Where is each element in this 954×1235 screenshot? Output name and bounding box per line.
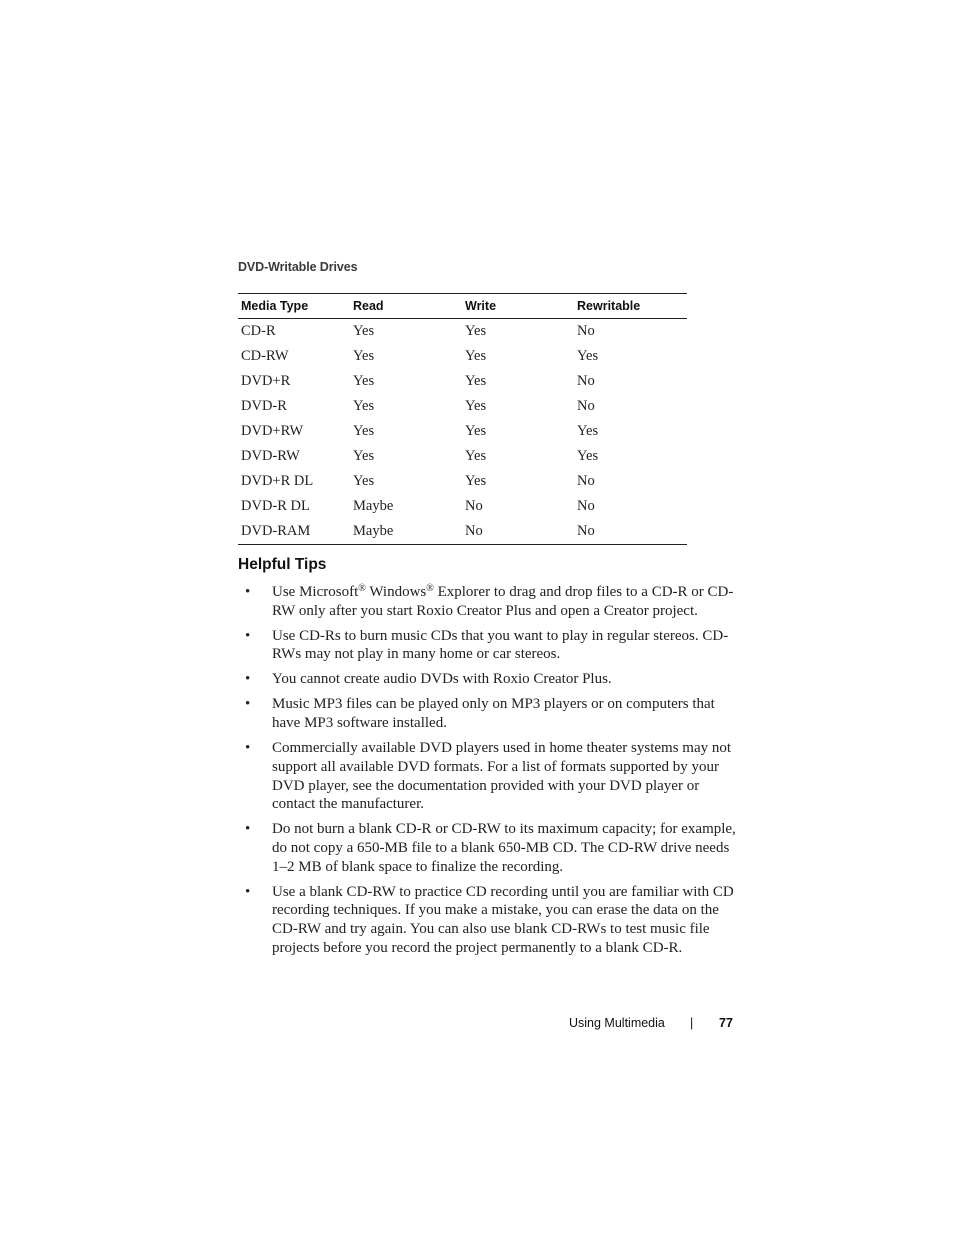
- footer-separator: |: [690, 1016, 694, 1030]
- read-cell: Yes: [353, 423, 375, 439]
- rewritable-cell: No: [577, 523, 595, 539]
- read-cell: Yes: [353, 398, 375, 414]
- rewritable-cell: No: [577, 473, 595, 489]
- tip-text: You cannot create audio DVDs with Roxio Creator Plus.: [272, 671, 612, 688]
- write-cell: Yes: [465, 348, 487, 364]
- read-cell: Maybe: [353, 498, 394, 514]
- tip-text: Commercially available DVD players used in home theater systems may not support all available DVD formats. For a list of formats supported by your DVD player, see the documentation provided with your DVD player or contact the manufacturer.: [272, 740, 732, 813]
- table-row: [238, 469, 687, 494]
- column-header-media-type: Media Type: [241, 299, 309, 313]
- tip-text: [272, 584, 733, 619]
- table-header-row: [238, 294, 687, 319]
- tip-item: [238, 820, 738, 876]
- registered-trademark-mark: ®: [358, 583, 366, 594]
- table-row: [238, 419, 687, 444]
- bullet-icon: •: [245, 821, 251, 838]
- table-row: [238, 394, 687, 419]
- tip-item: [238, 739, 738, 814]
- tip-text: Music MP3 files can be played only on MP3 players or on computers that have MP3 software installed.: [272, 696, 715, 732]
- media-type-cell: DVD-RAM: [241, 523, 311, 539]
- write-cell: No: [465, 498, 483, 514]
- tip-text-part: Windows: [365, 584, 427, 600]
- read-cell: Yes: [353, 473, 375, 489]
- tip-item: [238, 583, 738, 620]
- table-row: [238, 519, 687, 545]
- write-cell: Yes: [465, 473, 487, 489]
- column-header-write: Write: [465, 299, 497, 313]
- tip-item: [238, 883, 738, 958]
- read-cell: Yes: [353, 448, 375, 464]
- media-type-cell: CD-RW: [241, 348, 289, 364]
- table-row: [238, 344, 687, 369]
- bullet-icon: •: [245, 627, 251, 644]
- tip-text-part: Use Microsoft: [272, 584, 359, 600]
- tip-text-part: Explorer to drag and drop files to a CD-R or CD-RW only after you start Roxio Creator Plus and open a Creator project.: [272, 584, 734, 619]
- table-row: [238, 444, 687, 469]
- page-number: 77: [719, 1016, 733, 1030]
- bullet-icon: •: [245, 696, 251, 713]
- column-header-read: Read: [353, 299, 384, 313]
- footer-section-name: Using Multimedia: [569, 1016, 665, 1030]
- write-cell: No: [465, 523, 483, 539]
- rewritable-cell: Yes: [577, 448, 599, 464]
- tip-item: [238, 670, 738, 689]
- tip-item: [238, 695, 738, 732]
- tip-item: [238, 627, 738, 664]
- column-header-rewritable: Rewritable: [577, 299, 641, 313]
- media-compatibility-table: [238, 293, 687, 545]
- bullet-icon: •: [245, 883, 251, 900]
- write-cell: Yes: [465, 423, 487, 439]
- bullet-icon: •: [245, 584, 251, 600]
- tip-text: Use CD-Rs to burn music CDs that you want to play in regular stereos. CD-RWs may not play in many home or car stereos.: [272, 627, 729, 663]
- table-row: [238, 369, 687, 394]
- table-row: [238, 319, 687, 345]
- table-row: [238, 494, 687, 519]
- media-type-cell: DVD-R DL: [241, 498, 310, 514]
- media-type-cell: DVD-R: [241, 398, 287, 414]
- helpful-tips-list: [238, 583, 738, 964]
- rewritable-cell: Yes: [577, 423, 599, 439]
- read-cell: Maybe: [353, 523, 394, 539]
- write-cell: Yes: [465, 448, 487, 464]
- media-type-cell: CD-R: [241, 323, 276, 339]
- table-caption: DVD-Writable Drives: [238, 260, 358, 274]
- write-cell: Yes: [465, 398, 487, 414]
- rewritable-cell: Yes: [577, 348, 599, 364]
- tip-text: Do not burn a blank CD-R or CD-RW to its maximum capacity; for example, do not copy a 650-MB file to a blank 650-MB CD. The CD-RW drive needs 1–2 MB of blank space to finalize the recording.: [272, 821, 736, 875]
- media-type-cell: DVD-RW: [241, 448, 300, 464]
- rewritable-cell: No: [577, 398, 595, 414]
- bullet-icon: •: [245, 671, 251, 688]
- media-type-cell: DVD+R: [241, 373, 291, 389]
- registered-trademark-mark: ®: [426, 583, 434, 594]
- write-cell: Yes: [465, 373, 487, 389]
- media-type-cell: DVD+R DL: [241, 473, 314, 489]
- read-cell: Yes: [353, 373, 375, 389]
- helpful-tips-heading: Helpful Tips: [238, 556, 327, 573]
- rewritable-cell: No: [577, 498, 595, 514]
- read-cell: Yes: [353, 348, 375, 364]
- write-cell: Yes: [465, 323, 487, 339]
- rewritable-cell: No: [577, 323, 595, 339]
- tip-text: Use a blank CD-RW to practice CD recording until you are familiar with CD recording techniques. If you make a mistake, you can erase the data on the CD-RW and try again. You can also use blank CD-RWs to test music file projects before you record the project permanently to a blank CD-R.: [272, 883, 734, 956]
- rewritable-cell: No: [577, 373, 595, 389]
- media-type-cell: DVD+RW: [241, 423, 304, 439]
- read-cell: Yes: [353, 323, 375, 339]
- bullet-icon: •: [245, 740, 251, 757]
